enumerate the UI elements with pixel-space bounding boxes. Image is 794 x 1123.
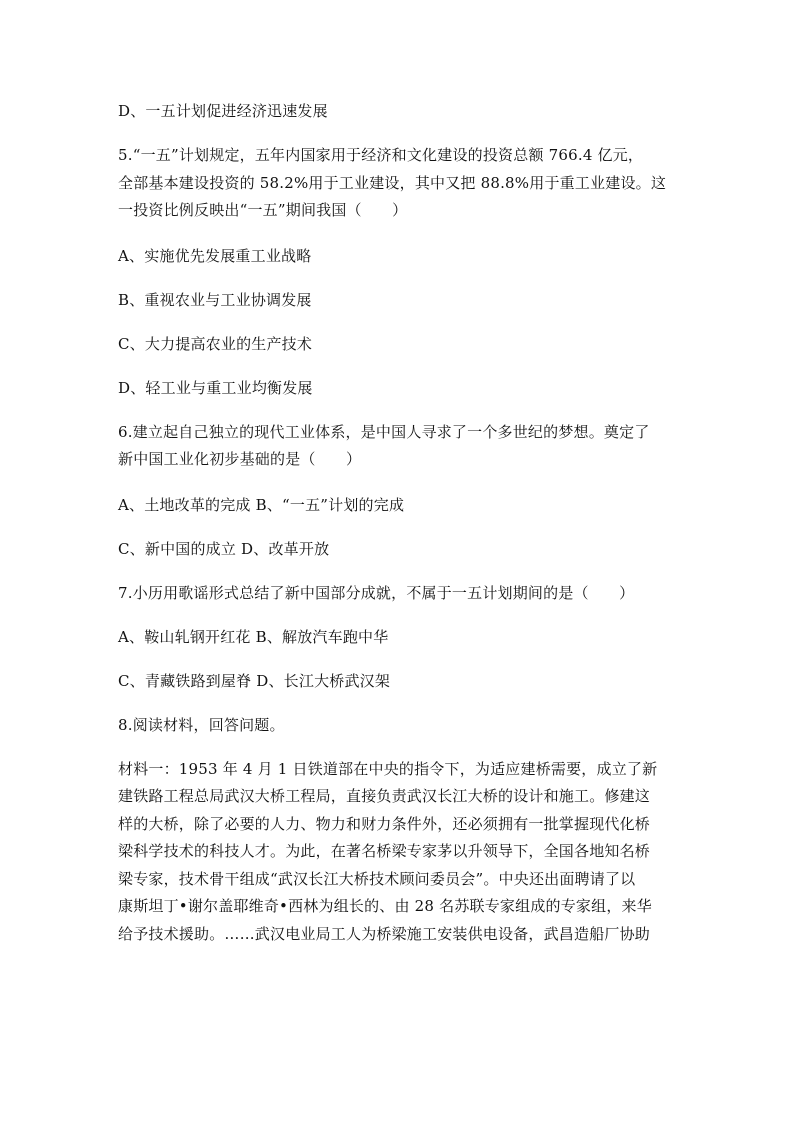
exam-content <box>118 98 688 948</box>
q6-options-cd: C、新中国的成立 D、改革开放 <box>118 539 330 558</box>
q8-material <box>118 756 688 949</box>
q5-option-c: C、大力提高农业的生产技术 <box>118 334 313 353</box>
q5-option-a: A、实施优先发展重工业战略 <box>118 246 312 265</box>
q5-stem-line: 全部基本建设投资的 58.2%用于工业建设，其中又把 88.8%用于重工业建设。这 <box>118 173 667 192</box>
q8-material-line: 梁专家，技术骨干组成“武汉长江大桥技术顾问委员会”。中央还出面聘请了以 <box>118 869 636 888</box>
q5-option-b: B、重视农业与工业协调发展 <box>118 290 312 309</box>
q7-options-cd: C、青藏铁路到屋脊 D、长江大桥武汉架 <box>118 671 391 690</box>
q8-material-line: 康斯坦丁•谢尔盖耶维奇•西林为组长的、由 28 名苏联专家组成的专家组，来华 <box>118 897 652 915</box>
q8-material-line: 梁科学技术的科技人才。为此，在著名桥梁专家茅以升领导下，全国各地知名桥 <box>118 842 651 860</box>
q5-option-d: D、轻工业与重工业均衡发展 <box>118 378 313 397</box>
q6-stem <box>118 419 688 474</box>
q8-material-line: 样的大桥，除了必要的人力、物力和财力条件外，还必须拥有一批掌握现代化桥 <box>118 814 651 833</box>
q8-material-line: 材料一：1953 年 4 月 1 日铁道部在中央的指令下，为适应建桥需要，成立了新 <box>118 759 658 778</box>
q5-stem-line: 一投资比例反映出“一五”期间我国（ ） <box>118 201 408 219</box>
q4-option-d: D、一五计划促进经济迅速发展 <box>118 102 328 120</box>
q6-options-ab: A、土地改革的完成 B、“一五”计划的完成 <box>118 495 405 514</box>
q8-material-line: 给予技术援助。……武汉电业局工人为桥梁施工安装供电设备，武昌造船厂协助 <box>118 924 651 943</box>
q6-stem-line: 6.建立起自己独立的现代工业体系，是中国人寻求了一个多世纪的梦想。奠定了 <box>118 422 650 441</box>
q6-stem-line: 新中国工业化初步基础的是（ ） <box>118 450 362 468</box>
q5-stem-line: 5.“一五”计划规定，五年内国家用于经济和文化建设的投资总额 766.4 亿元， <box>118 146 644 164</box>
q7-stem: 7.小历用歌谣形式总结了新中国部分成就，不属于一五计划期间的是（ ） <box>118 583 635 602</box>
q7-options-ab: A、鞍山轧钢开红花 B、解放汽车跑中华 <box>118 627 389 646</box>
q8-stem: 8.阅读材料，回答问题。 <box>118 715 285 734</box>
q8-material-line: 建铁路工程总局武汉大桥工程局，直接负责武汉长江大桥的设计和施工。修建这 <box>118 787 651 805</box>
q5-stem <box>118 142 688 225</box>
